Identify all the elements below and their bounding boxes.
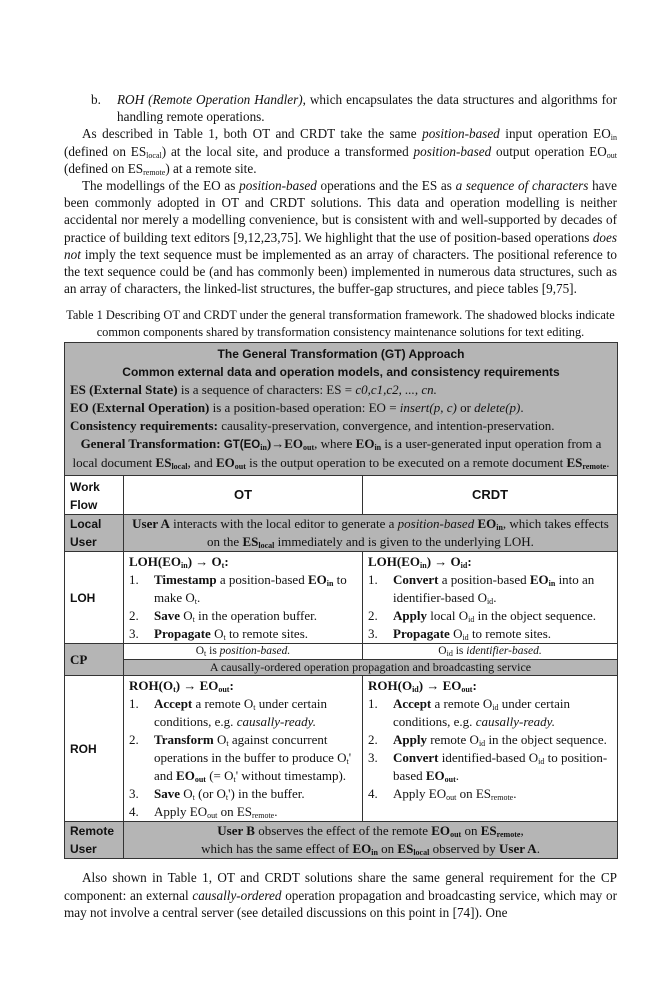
roh-ot-steps <box>129 695 357 821</box>
step: 1. Accept a remote $O_t$ under certain conditions, e.g. causally-ready. <box>129 696 327 730</box>
step: 3. Propagate $O_t$ to remote sites. <box>129 626 309 643</box>
step: 3. Save $O_t$ (or $O_t'$) in the buffer. <box>129 786 305 803</box>
cp-row-service <box>65 660 618 676</box>
ot-column-header: OT <box>124 476 363 515</box>
list-item-b <box>91 91 617 125</box>
roh-ot-cell: $ROH(O_t) \to EO_{out}$: 1. Accept a remote $O_t$ under certain conditions, e.g. causally-ready. 2. Transform $O_t$ against concurrent operations in the buffer to produce $O_t'$ and $EO_{out}$ (= $O_t'$ without timestamp). 3. Save $O_t$ (or $O_t'$) in the buffer. 4. Apply $EO_{out}$ on $ES_{remote}$. <box>124 676 363 822</box>
list-label: b. <box>91 92 101 107</box>
paragraph-2: The modellings of the EO as position-based operations and the ES as a sequence of characters have been commonly adopted in OT and CRDT solutions. This data and operation modelling is neither accidental nor merely a modelling convenience, but is consistent with and well-supported by decades of practice of building text editors [9,12,23,75]. We highlight that the use of position-based operations does not imply the text sequence must be implemented as an array of characters. The positional reference to the text sequence could be (and has commonly been) implemented in numerous data structures, such as an array of characters, the linked-list structures, the buffer-gap structures, and piece tables [9,75]. <box>64 178 617 297</box>
general-transformation: General Transformation: $GT(EO_{in})\to EO_{out}$, where $EO_{in}$ is a user-generated input operation from a local document $ES_{local}$, and $EO_{out}$ is the output operation to be executed on a remote document $ES_{remote}$. <box>72 436 610 472</box>
step: 4. Apply $EO_{out}$ on $ES_{remote}$. <box>368 786 517 803</box>
roh-crdt-steps <box>368 695 612 803</box>
remote-user-description: User B observes the effect of the remote $EO_{out}$ on $ES_{remote}$, which has the same effect of $EO_{in}$ on $ES_{local}$ observed by User A. <box>124 822 618 859</box>
table-title: The General Transformation (GT) Approach <box>217 347 465 362</box>
column-header-row <box>65 476 618 515</box>
roh-row <box>65 676 618 822</box>
consistency-requirements: Consistency requirements: causality-preservation, convergence, and intention-preservation. <box>70 418 555 434</box>
paper-page <box>64 0 617 921</box>
table-caption: Table 1 Describing OT and CRDT under the general transformation framework. The shadowed blocks indicate common components shared by transformation consistency maintenance solutions for text editing. <box>66 308 615 339</box>
gt-table <box>64 342 618 859</box>
step: 3. Convert identified-based $O_{id}$ to position-based $EO_{out}$. <box>368 750 608 785</box>
step: 2. Save $O_t$ in the operation buffer. <box>129 608 318 625</box>
loh-ot-cell: $LOH(EO_{in}) \to O_t$: 1. Timestamp a position-based $EO_{in}$ to make $O_t$. 2. Save $O_t$ in the operation buffer. 3. Propagate $O_t$ to remote sites. <box>124 552 363 644</box>
remote-user-label: Remote User <box>65 822 124 859</box>
step: 1. Convert a position-based $EO_{in}$ into an identifier-based $O_{id}$. <box>368 572 595 607</box>
crdt-column-header: CRDT <box>363 476 618 515</box>
loh-ot-steps <box>129 571 357 643</box>
workflow-header: Work Flow <box>65 476 124 515</box>
paragraph-1: As described in Table 1, both OT and CRDT take the same position-based input operation $EO_{in}$ (defined on $ES_{local}$) at the local site, and produce a transformed position-based output operation $EO_{out}$ (defined on $ES_{remote}$) at a remote site. <box>64 126 617 177</box>
es-definition: ES (External State) is a sequence of characters: ES = c0,c1,c2, ..., cn. <box>70 382 437 398</box>
remote-user-row <box>65 822 618 859</box>
roh-term: ROH (Remote Operation Handler) <box>117 92 303 107</box>
step: 2. Transform $O_t$ against concurrent operations in the buffer to produce $O_t'$ and $EO_{out}$ (= $O_t'$ without timestamp). <box>129 732 352 785</box>
paragraph-3: Also shown in Table 1, OT and CRDT solutions share the same general requirement for the CP component: an external causally-ordered operation propagation and broadcasting service, which may or may not involve a central server (see detailed discussions on this point in [74]). One <box>64 870 617 920</box>
step: 3. Propagate $O_{id}$ to remote sites. <box>368 626 552 643</box>
loh-row <box>65 552 618 644</box>
local-user-label: Local User <box>65 515 124 552</box>
loh-label: LOH <box>65 552 124 644</box>
eo-definition: EO (External Operation) is a position-based operation: EO = insert(p, c) or delete(p). <box>70 400 524 416</box>
step: 2. Apply local $O_{id}$ in the object sequence. <box>368 608 597 625</box>
cp-row-notes <box>65 644 618 660</box>
local-user-row <box>65 515 618 552</box>
step: 1. Accept a remote $O_{id}$ under certain conditions, e.g. causally-ready. <box>368 696 570 730</box>
roh-label: ROH <box>65 676 124 822</box>
loh-crdt-cell: $LOH(EO_{in}) \to O_{id}$: 1. Convert a position-based $EO_{in}$ into an identifier-based $O_{id}$. 2. Apply local $O_{id}$ in the object sequence. 3. Propagate $O_{id}$ to remote sites. <box>363 552 618 644</box>
roh-crdt-cell: $ROH(O_{id}) \to EO_{out}$: 1. Accept a remote $O_{id}$ under certain conditions, e.g. causally-ready. 2. Apply remote $O_{id}$ in the object sequence. 3. Convert identified-based $O_{id}$ to position-based $EO_{out}$. 4. Apply $EO_{out}$ on $ES_{remote}$. <box>363 676 618 822</box>
step: 1. Timestamp a position-based $EO_{in}$ to make $O_t$. <box>129 572 347 607</box>
loh-crdt-steps <box>368 571 612 643</box>
cp-ot-note: $O_t$ is position-based. <box>124 644 363 660</box>
step: 4. Apply $EO_{out}$ on $ES_{remote}$. <box>129 804 278 821</box>
list-text: , which encapsulates the data structures and algorithms for handling remote operations. <box>117 92 617 125</box>
step: 2. Apply remote $O_{id}$ in the object sequence. <box>368 732 607 749</box>
gt-header-row <box>65 343 618 476</box>
table-subtitle: Common external data and operation models, and consistency requirements <box>122 365 560 380</box>
local-user-description: User A interacts with the local editor to generate a position-based $EO_{in}$, which takes effects on the $ES_{local}$ immediately and is given to the underlying LOH. <box>124 515 618 552</box>
cp-crdt-note: $O_{id}$ is identifier-based. <box>363 644 618 660</box>
cp-label: CP <box>65 644 124 676</box>
cp-service: A causally-ordered operation propagation and broadcasting service <box>124 660 618 676</box>
